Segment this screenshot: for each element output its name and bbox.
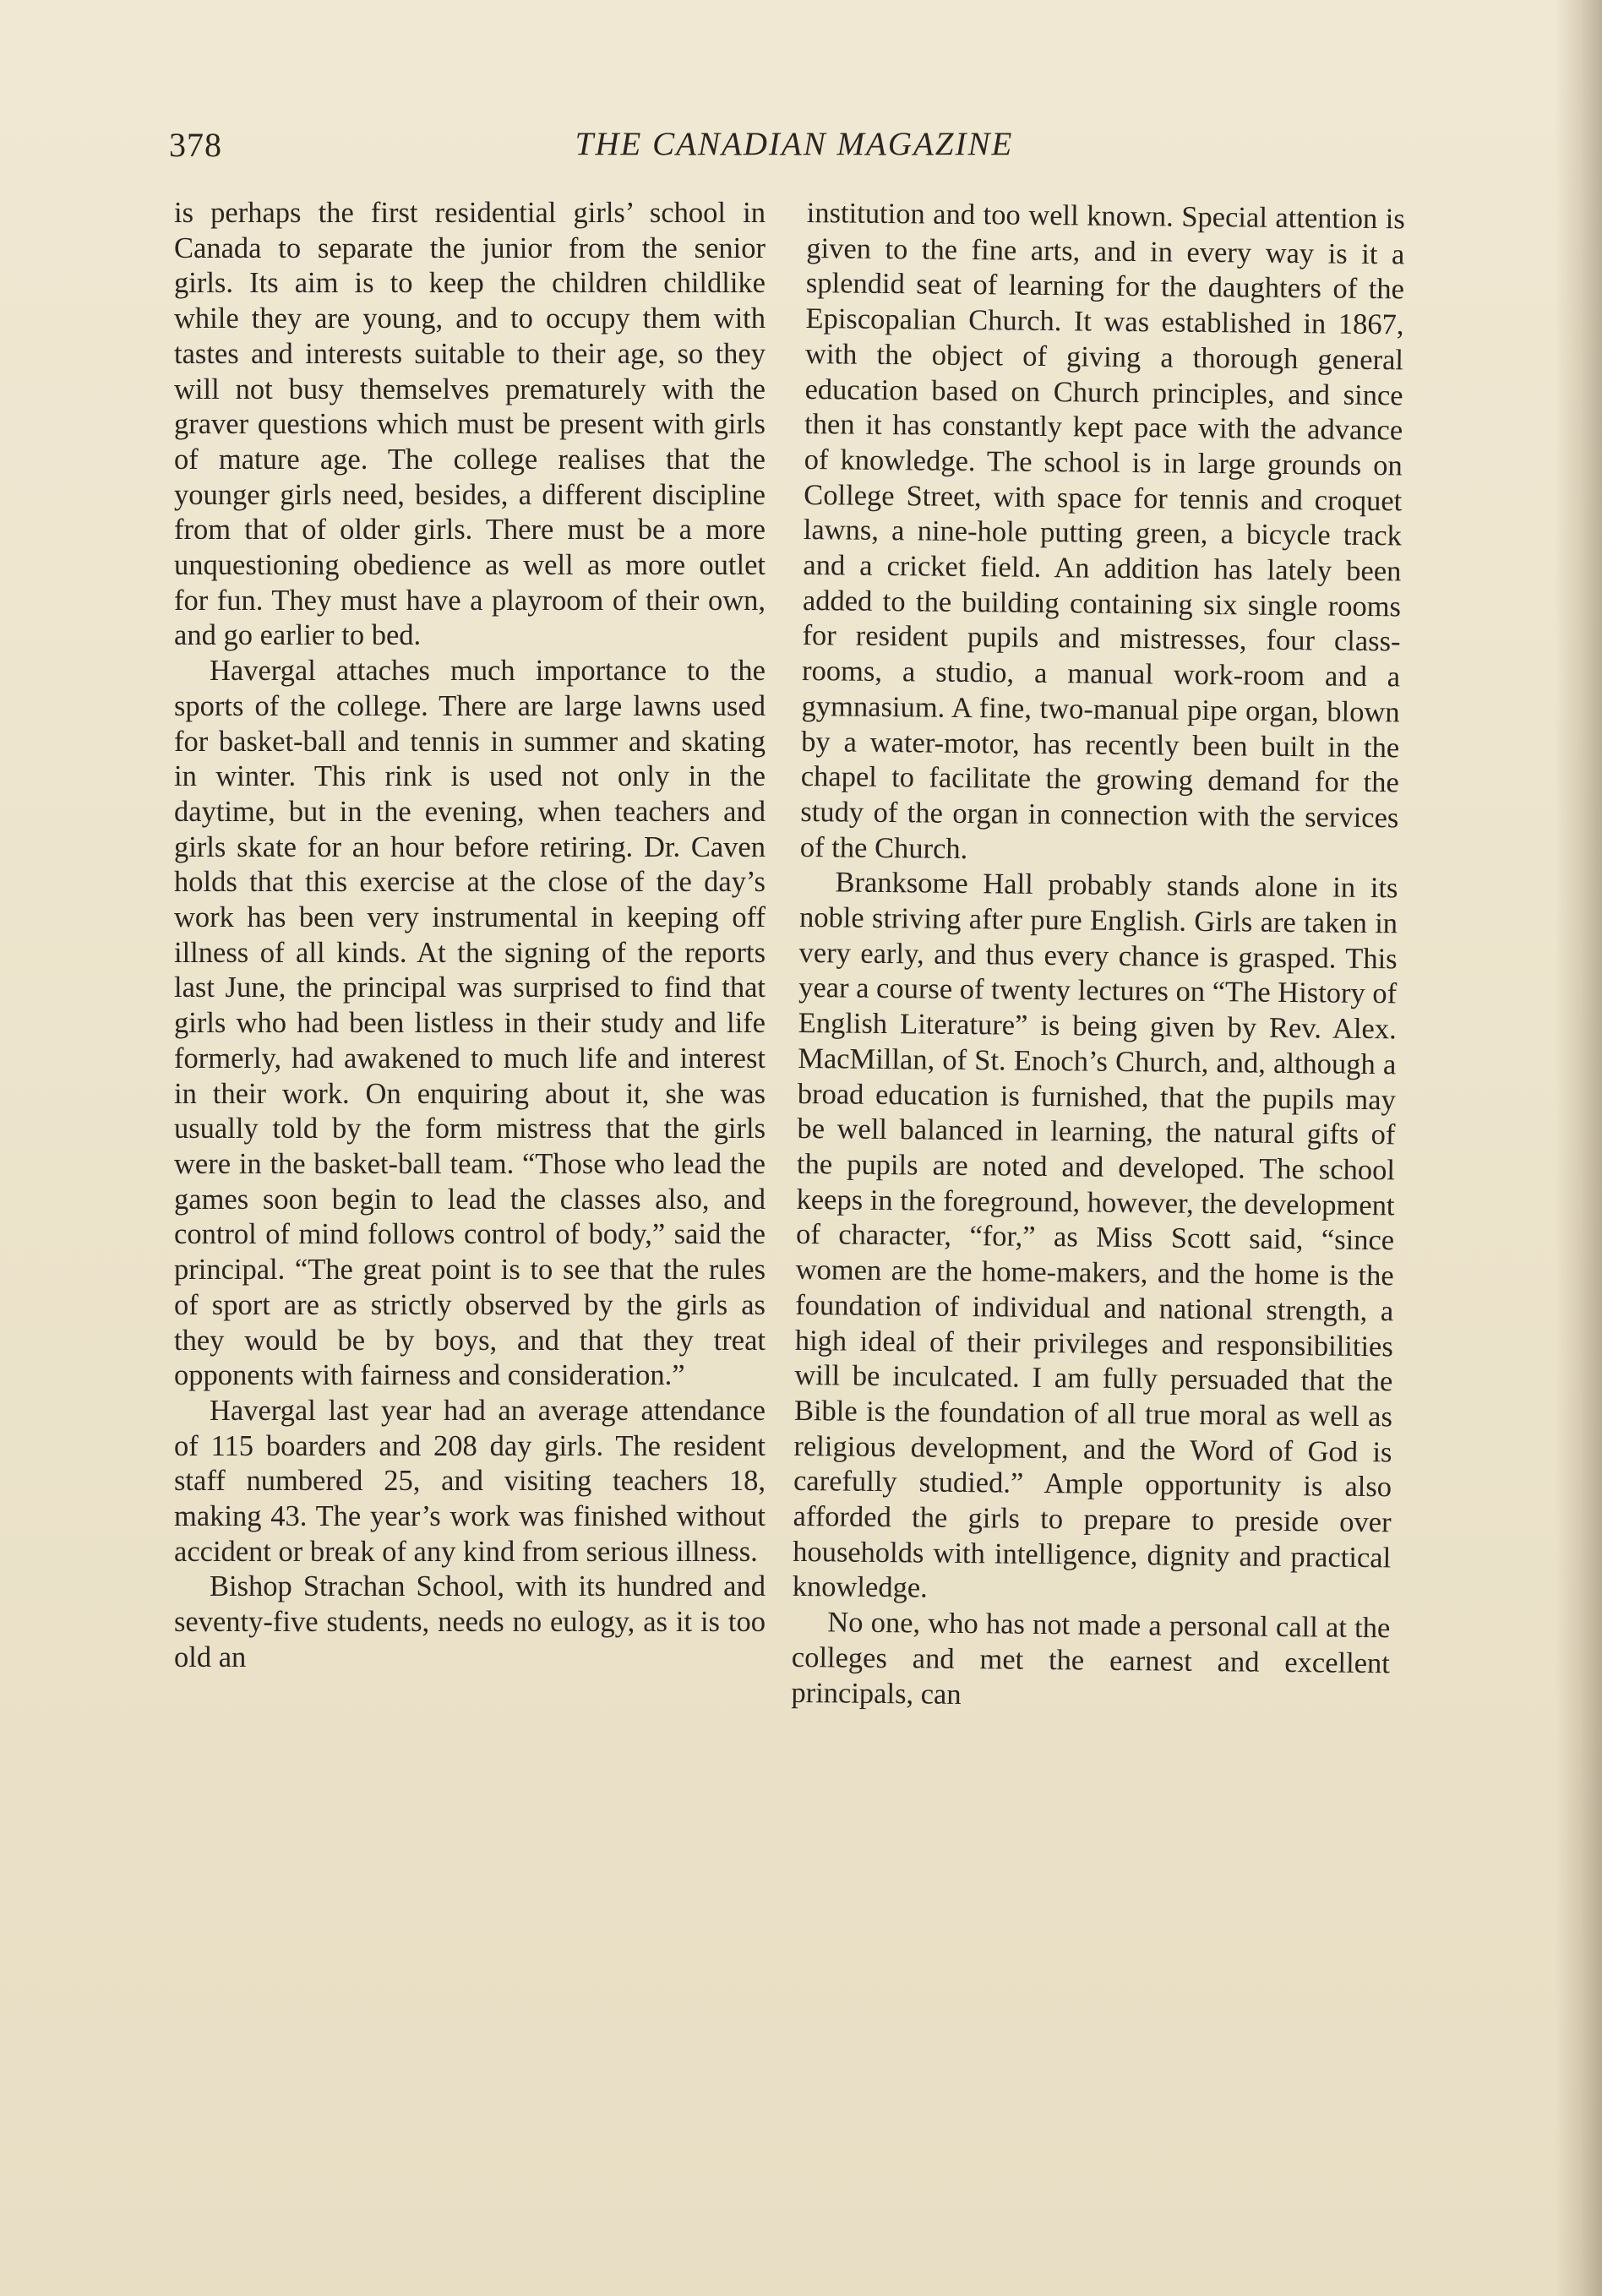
page-number: 378 [169,126,222,164]
paragraph: Havergal last year had an average attendance of 115 boarders and 208 day girls. The resident staff numbered 25, and visiting teachers 18, making 43. The year’s work was finished without accident or break of any kind from serious illness. [174,1394,766,1568]
paragraph: Havergal attaches much importance to the sports of the college. There are large lawns used for basket-ball and tennis in summer and skating in winter. This rink is used not only in the daytime, but in the evening, when teachers and girls skate for an hour before retiring. Dr. Caven holds that this exercise at the close of the day’s work has been very instrumental in keeping off illness of all kinds. At the signing of the reports last June, the principal was surprised to find that girls who had been listless in their study and life formerly, had awakened to much life and interest in their work. On enquiring about it, she was usually told by the form mistress that the girls were in the basket-ball team. “Those who lead the games soon begin to lead the classes also, and control of mind follows control of body,” said the principal. “The great point is to see that the rules of sport are as strictly observed by the girls as they would be by boys, and that they treat opponents with fairness and consideration.” [174,655,766,1392]
paragraph: No one, who has not made a personal call at the colleges and met the earnest and excellent principals, can [791,1606,1391,1711]
paragraph: is perhaps the first residential girls’ school in Canada to separate the junior from the senior girls. Its aim is to keep the children childlike while they are young, and to occupy them with tastes and interests suitable to their age, so they will not busy themselves prematurely with the graver questions which must be present with girls of mature age. The college realises that the younger girls need, besides, a different discipline from that of older girls. There must be a more unquestioning obedience as well as more outlet for fun. They must have a playroom of their own, and go earlier to bed. [174,197,766,652]
left-column [174,196,766,1676]
running-title: THE CANADIAN MAGAZINE [575,126,1014,162]
paragraph: Bishop Strachan School, with its hundred and seventy-five students, needs no eulogy, as it is too old an [174,1570,766,1673]
paragraph: institution and too well known. Special attention is given to the fine arts, and in every way is it a splendid seat of learning for the daughters of the Episcopalian Church. It was established in 1867, with the object of giving a thorough general education based on Church principles, and since then it has constantly kept pace with the advance of knowledge. The school is in large grounds on College Street, with space for tennis and croquet lawns, a nine-hole putting green, a bicycle track and a cricket field. An addition has lately been added to the building containing six single rooms for resident pupils and mistresses, four class-rooms, a studio, a manual work-room and a gymnasium. A fine, two-manual pipe organ, blown by a water-motor, has recently been built in the chapel to facilitate the growing demand for the study of the organ in connection with the services of the Church. [799,196,1405,865]
paragraph: Branksome Hall probably stands alone in its noble striving after pure English. Girls are taken in very early, and thus every chance is grasped. This year a course of twenty lectures on “The History of English Literature” is being given by Rev. Alex. MacMillan, of St. Enoch’s Church, and, although a broad education is furnished, that the pupils may be well balanced in learning, the natural gifts of the pupils are noted and developed. The school keeps in the foreground, however, the development of character, “for,” as Miss Scott said, “since women are the home-makers, and the home is the foundation of individual and national strength, a high ideal of their privileges and responsibilities will be inculcated. I am fully persuaded that the Bible is the foundation of all true moral as well as religious development, and the Word of God is carefully studied.” Ample opportunity is also afforded the girls to prepare to preside over households with intelligence, dignity and practical knowledge. [792,866,1398,1605]
page-header [169,125,1419,176]
right-column [791,196,1405,1717]
